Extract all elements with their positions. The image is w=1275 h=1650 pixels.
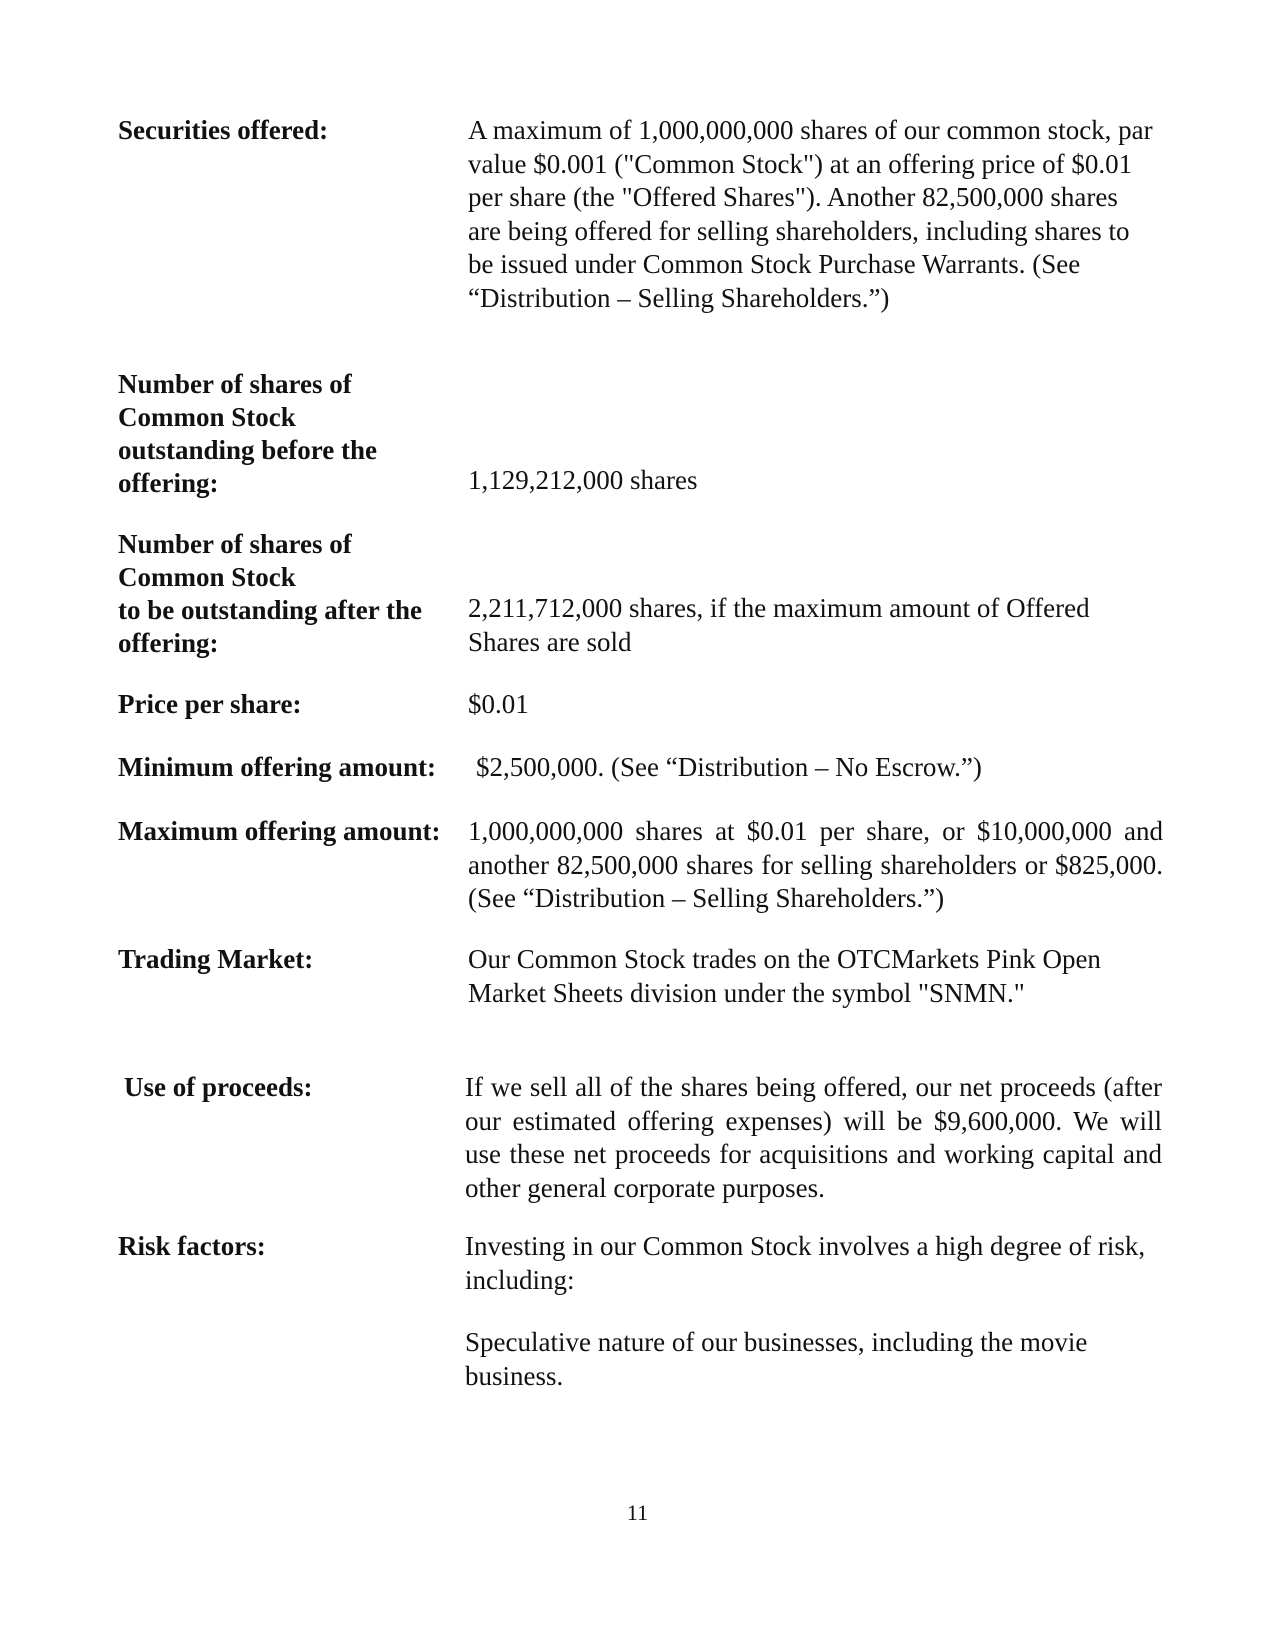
shares-before-label: Number of shares of Common Stock outstanding before the offering: <box>118 369 378 498</box>
shares-after-value: 2,211,712,000 shares, if the maximum amount of Offered Shares are sold <box>468 593 1090 657</box>
shares-before-value: 1,129,212,000 shares <box>468 465 698 495</box>
risk-factors-label: Risk factors: <box>118 1231 266 1261</box>
use-of-proceeds-value: If we sell all of the shares being offered, our net proceeds (after our estimated offering expenses) will be $9,600,000. We will use these net proceeds for acquisitions and working capital and other general corporate purposes. <box>465 1072 1162 1203</box>
price-per-share-value: $0.01 <box>468 689 529 719</box>
page-number: 11 <box>626 1500 649 1525</box>
use-of-proceeds-label: Use of proceeds: <box>124 1072 313 1102</box>
maximum-offering-label: Maximum offering amount: <box>118 816 441 846</box>
securities-offered-label: Securities offered: <box>118 115 329 145</box>
risk-factors-value: Investing in our Common Stock involves a high degree of risk, including: <box>465 1231 1146 1295</box>
maximum-offering-value: 1,000,000,000 shares at $0.01 per share, or $10,000,000 and another 82,500,000 shares for selling shareholders or $825,000. (See “Distribution – Selling Shareholders.”) <box>468 816 1163 913</box>
price-per-share-label: Price per share: <box>118 689 302 719</box>
securities-offered-value: A maximum of 1,000,000,000 shares of our common stock, par value $0.001 ("Common Stock") at an offering price of $0.01 per share (the "Offered Shares"). Another 82,500,000 shares are being offered for selling shareholders, including shares to be issued under Common Stock Purchase Warrants. (See “Distribution – Selling Shareholders.”) <box>468 115 1153 313</box>
shares-after-label: Number of shares of Common Stock to be outstanding after the offering: <box>118 529 423 658</box>
trading-market-label: Trading Market: <box>118 944 314 974</box>
trading-market-value: Our Common Stock trades on the OTCMarkets Pink Open Market Sheets division under the symbol "SNMN." <box>468 944 1101 1008</box>
minimum-offering-label: Minimum offering amount: <box>118 752 436 782</box>
minimum-offering-value: $2,500,000. (See “Distribution – No Escrow.”) <box>476 752 982 782</box>
risk-factors-value-2: Speculative nature of our businesses, including the movie business. <box>465 1327 1088 1391</box>
